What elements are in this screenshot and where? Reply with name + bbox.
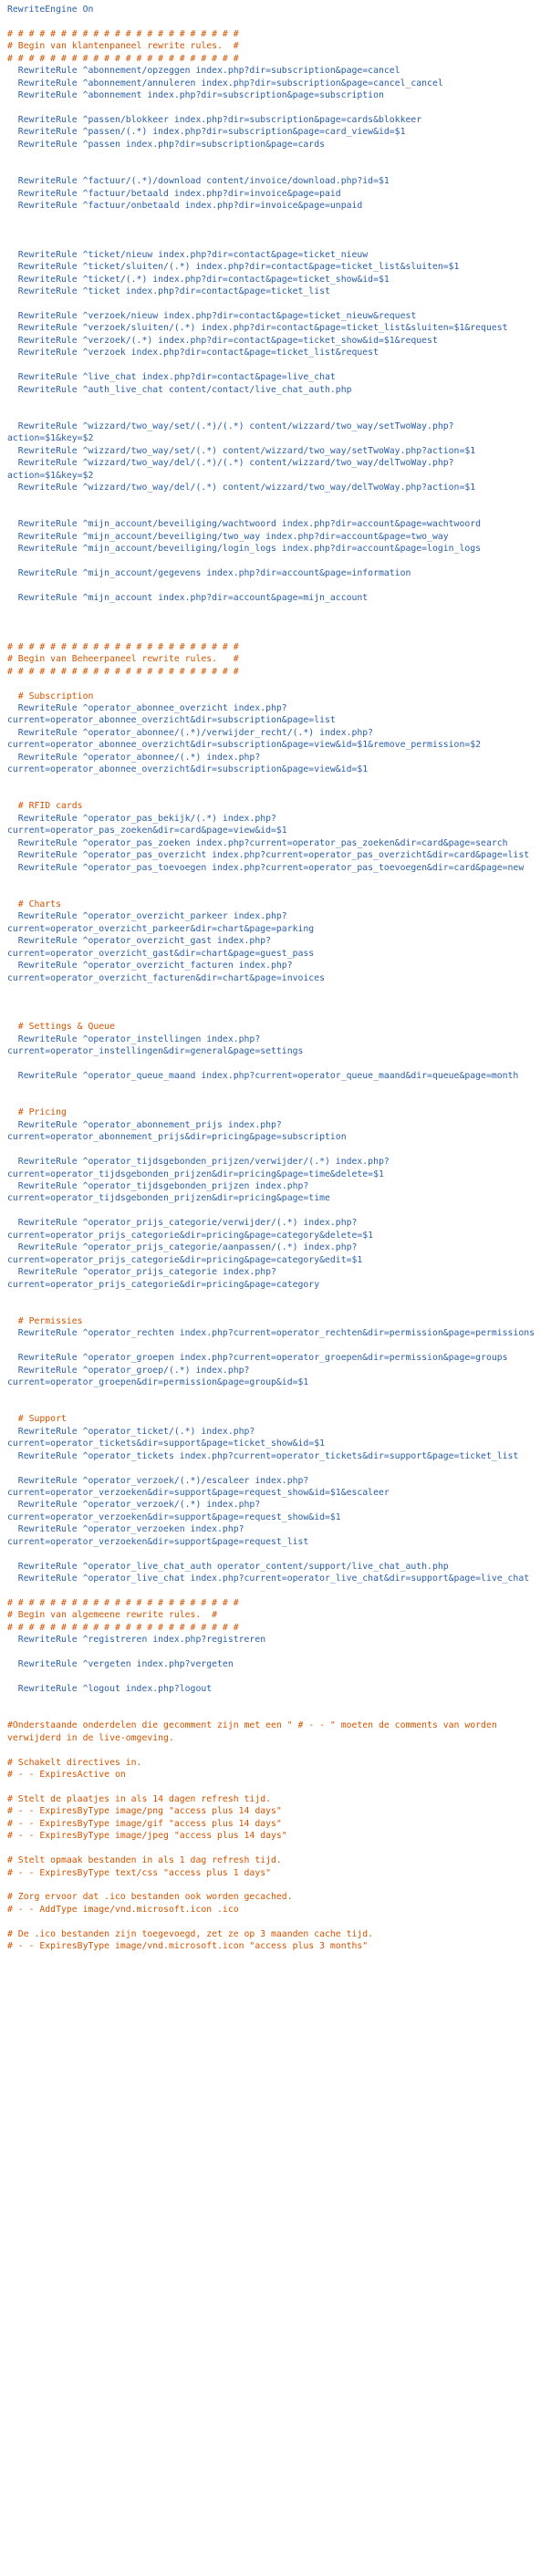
directive-line: RewriteRule ^operator_groepen index.php?current=operator_groepen&dir=permission&page=groups <box>7 1353 508 1364</box>
directive-line: RewriteRule ^mijn_account/beveiliging/login_logs index.php?dir=account&page=login_logs <box>7 544 482 555</box>
directive-line: RewriteRule ^ticket/sluiten/(.*) index.php?dir=contact&page=ticket_list&sluiten=$1 <box>7 262 460 273</box>
comment-line: # Begin van algemeene rewrite rules. # <box>7 1610 218 1621</box>
blank-line <box>7 102 546 114</box>
directive-line: RewriteRule ^ticket/nieuw index.php?dir=contact&page=ticket_nieuw <box>7 249 369 260</box>
directive-line: RewriteRule ^wizzard/two_way/del/(.*) content/wizzard/two_way/delTwoWay.php?action=$1 <box>7 483 476 493</box>
comment-line: # Subscription <box>7 691 94 701</box>
directive-line: RewriteRule ^operator_rechten index.php?current=operator_rechten&dir=permission&page=permissions <box>7 1328 535 1339</box>
directive-line: RewriteRule ^operator_groep/(.*) index.php? <box>7 1365 250 1376</box>
blank-line <box>7 628 546 640</box>
directive-line: current=operator_prijs_categorie&dir=pricing&page=category <box>7 1279 320 1290</box>
directive-line: RewriteRule ^operator_pas_bekijk/(.*) index.php? <box>7 813 276 824</box>
comment-line: # # # # # # # # # # # # # # # # # # # # # # <box>7 1622 239 1633</box>
blank-line <box>7 1879 546 1891</box>
directive-line: current=operator_tickets&dir=support&page=ticket_show&id=$1 <box>7 1439 325 1449</box>
blank-line <box>7 887 546 898</box>
directive-line: current=operator_tijdsgebonden_prijzen&dir=pricing&page=time <box>7 1193 330 1204</box>
blank-line <box>7 298 546 310</box>
directive-line: RewriteRule ^abonnement index.php?dir=subscription&page=subscription <box>7 90 384 101</box>
blank-line <box>7 359 546 371</box>
directive-line: RewriteRule ^verzoek/(.*) index.php?dir=contact&page=ticket_show&id=$1&request <box>7 335 438 346</box>
blank-line <box>7 1205 546 1217</box>
directive-line: RewriteRule ^operator_verzoek/(.*) index.php? <box>7 1500 261 1511</box>
blank-line <box>7 163 546 175</box>
directive-line: RewriteRule ^operator_ticket/(.*) index.php? <box>7 1426 255 1437</box>
comment-line: # Settings & Queue <box>7 1022 115 1033</box>
directive-line: current=operator_overzicht_gast&dir=chart&page=guest_pass <box>7 948 315 959</box>
comment-line: verwijderd in de live-omgeving. <box>7 1732 174 1743</box>
comment-line: # Zorg ervoor dat .ico bestanden ook worden gecached. <box>7 1892 293 1903</box>
directive-line: RewriteRule ^verzoek/sluiten/(.*) index.php?dir=contact&page=ticket_list&sluiten=$1&request <box>7 323 508 334</box>
directive-line: current=operator_abonnement_prijs&dir=pricing&page=subscription <box>7 1132 347 1143</box>
blank-line <box>7 1303 546 1314</box>
comment-line: # - - ExpiresActive on <box>7 1770 126 1780</box>
directive-line: RewriteRule ^factuur/(.*)/download content/invoice/download.php?id=$1 <box>7 176 390 187</box>
directive-line: current=operator_prijs_categorie&dir=pricing&page=category&edit=$1 <box>7 1254 363 1265</box>
directive-line: current=operator_instellingen&dir=general&page=settings <box>7 1046 304 1057</box>
blank-line <box>7 604 546 616</box>
directive-line: RewriteRule ^operator_tijdsgebonden_prijzen/verwijder/(.*) index.php? <box>7 1157 390 1168</box>
blank-line <box>7 1584 546 1596</box>
directive-line: RewriteRule ^verzoek/nieuw index.php?dir=contact&page=ticket_nieuw&request <box>7 310 417 321</box>
directive-line: RewriteRule ^mijn_account/beveiliging/two_way index.php?dir=account&page=two_way <box>7 531 449 542</box>
directive-line: RewriteRule ^passen index.php?dir=subscription&page=cards <box>7 139 325 150</box>
directive-line: RewriteRule ^operator_verzoek/(.*)/escaleer index.php? <box>7 1475 309 1486</box>
directive-line: RewriteRule ^mijn_account index.php?dir=account&page=mijn_account <box>7 593 369 603</box>
blank-line <box>7 1744 546 1756</box>
directive-line: RewriteRule ^abonnement/annuleren index.php?dir=subscription&page=cancel_cancel <box>7 78 443 88</box>
directive-line: RewriteRule ^abonnement/opzeggen index.php?dir=subscription&page=cancel <box>7 66 400 77</box>
comment-line: # # # # # # # # # # # # # # # # # # # # # # <box>7 28 239 39</box>
directive-line: RewriteRule ^operator_tijdsgebonden_prijzen index.php? <box>7 1181 309 1191</box>
blank-line <box>7 1671 546 1683</box>
directive-line: RewriteRule ^ticket/(.*) index.php?dir=contact&page=ticket_show&id=$1 <box>7 274 390 285</box>
directive-line: RewriteRule ^operator_prijs_categorie/verwijder/(.*) index.php? <box>7 1218 358 1229</box>
comment-line: # De .ico bestanden zijn toegevoegd, zet ze op 3 maanden cache tijd. <box>7 1928 374 1939</box>
directive-line: current=operator_abonnee_overzicht&dir=subscription&page=view&id=$1&remove_permission=$2 <box>7 740 482 751</box>
directive-line: RewriteRule ^operator_instellingen index.php? <box>7 1034 261 1044</box>
directive-line: RewriteRule ^passen/blokkeer index.php?dir=subscription&page=cards&blokkeer <box>7 114 422 125</box>
blank-line <box>7 1388 546 1400</box>
blank-line <box>7 1058 546 1070</box>
directive-line: RewriteRule ^registreren index.php?registreren <box>7 1635 266 1646</box>
directive-line: RewriteRule ^factuur/betaald index.php?dir=invoice&page=paid <box>7 188 341 199</box>
blank-line <box>7 1401 546 1413</box>
comment-line: # Begin van Beheerpaneel rewrite rules. # <box>7 654 239 665</box>
comment-line: # # # # # # # # # # # # # # # # # # # # # # <box>7 641 239 652</box>
directive-line: current=operator_verzoeken&dir=support&page=request_show&id=$1 <box>7 1511 341 1522</box>
comment-line: # Schakelt directives in. <box>7 1757 142 1768</box>
blank-line <box>7 678 546 690</box>
blank-line <box>7 1695 546 1707</box>
directive-line: RewriteRule ^logout index.php?logout <box>7 1683 213 1694</box>
directive-line: RewriteRule ^operator_verzoeken index.php? <box>7 1524 244 1535</box>
directive-line: RewriteRule ^ticket index.php?dir=contact&page=ticket_list <box>7 286 330 297</box>
directive-line: RewriteRule ^auth_live_chat content/contact/live_chat_auth.php <box>7 384 352 395</box>
blank-line <box>7 1781 546 1792</box>
blank-line <box>7 1291 546 1303</box>
comment-line: # - - ExpiresByType image/vnd.microsoft.icon "access plus 3 months" <box>7 1941 369 1952</box>
blank-line <box>7 984 546 996</box>
comment-line: # Support <box>7 1414 67 1425</box>
blank-line <box>7 212 546 223</box>
comment-line: # Charts <box>7 898 61 909</box>
directive-line: RewriteRule ^operator_queue_maand index.php?current=operator_queue_maand&dir=queue&page=month <box>7 1071 519 1082</box>
blank-line <box>7 556 546 567</box>
directive-line: RewriteRule ^mijn_account/beveiliging/wachtwoord index.php?dir=account&page=wachtwoord <box>7 519 482 530</box>
blank-line <box>7 396 546 408</box>
directive-line: RewriteRule ^operator_abonnee/(.*)/verwijder_recht/(.*) index.php? <box>7 727 374 738</box>
comment-line: # RFID cards <box>7 801 83 812</box>
blank-line <box>7 1144 546 1156</box>
blank-line <box>7 1843 546 1854</box>
blank-line <box>7 494 546 506</box>
blank-line <box>7 16 546 27</box>
directive-line: action=$1&key=$2 <box>7 470 94 481</box>
directive-line: RewriteRule ^operator_live_chat index.php?current=operator_live_chat&dir=support&page=live_chat <box>7 1574 530 1584</box>
directive-line: RewriteRule ^passen/(.*) index.php?dir=subscription&page=card_view&id=$1 <box>7 127 406 138</box>
blank-line <box>7 1083 546 1095</box>
comment-line: # # # # # # # # # # # # # # # # # # # # # # <box>7 53 239 64</box>
blank-line <box>7 1708 546 1719</box>
comment-line: # - - ExpiresByType image/png "access plus 14 days" <box>7 1806 282 1817</box>
comment-line: # - - ExpiresByType image/jpeg "access plus 14 days" <box>7 1831 287 1842</box>
comment-line: # - - ExpiresByType text/css "access plus 1 days" <box>7 1867 272 1878</box>
blank-line <box>7 506 546 518</box>
comment-line: # - - AddType image/vnd.microsoft.icon .ico <box>7 1904 239 1915</box>
comment-line: # Pricing <box>7 1107 67 1118</box>
comment-line: # # # # # # # # # # # # # # # # # # # # # # <box>7 666 239 677</box>
directive-line: RewriteRule ^wizzard/two_way/set/(.*)/(.*) content/wizzard/two_way/setTwoWay.php? <box>7 421 454 431</box>
directive-line: RewriteRule ^operator_overzicht_gast index.php? <box>7 936 272 947</box>
blank-line <box>7 236 546 248</box>
directive-line: RewriteRule ^operator_tickets index.php?current=operator_tickets&dir=support&page=ticket_list <box>7 1450 519 1461</box>
blank-line <box>7 1462 546 1474</box>
blank-line <box>7 1095 546 1106</box>
directive-line: RewriteRule ^vergeten index.php?vergeten <box>7 1659 234 1670</box>
comment-line: # # # # # # # # # # # # # # # # # # # # # # <box>7 1597 239 1608</box>
directive-line: RewriteRule ^wizzard/two_way/set/(.*) content/wizzard/two_way/setTwoWay.php?action=$1 <box>7 445 476 456</box>
directive-line: RewriteRule ^operator_abonnement_prijs index.php? <box>7 1119 282 1130</box>
directive-line: RewriteEngine On <box>7 5 94 15</box>
blank-line <box>7 1548 546 1560</box>
blank-line <box>7 1646 546 1658</box>
directive-line: current=operator_overzicht_facturen&dir=chart&page=invoices <box>7 972 325 983</box>
directive-line: current=operator_tijdsgebonden_prijzen&dir=pricing&page=time&delete=$1 <box>7 1169 384 1179</box>
blank-line <box>7 617 546 628</box>
blank-line <box>7 224 546 236</box>
comment-line: # Stelt de plaatjes in als 14 dagen refresh tijd. <box>7 1793 272 1804</box>
directive-line: current=operator_abonnee_overzicht&dir=subscription&page=view&id=$1 <box>7 764 369 775</box>
blank-line <box>7 776 546 788</box>
directive-line: RewriteRule ^operator_overzicht_facturen index.php? <box>7 961 293 971</box>
directive-line: RewriteRule ^operator_overzicht_parkeer index.php? <box>7 911 287 922</box>
directive-line: RewriteRule ^operator_abonnee/(.*) index.php? <box>7 752 261 763</box>
directive-line: action=$1&key=$2 <box>7 433 94 444</box>
directive-line: RewriteRule ^operator_prijs_categorie/aanpassen/(.*) index.php? <box>7 1242 358 1253</box>
comment-line: # Begin van klantenpaneel rewrite rules. # <box>7 41 239 52</box>
directive-line: current=operator_verzoeken&dir=support&page=request_list <box>7 1536 309 1547</box>
directive-line: RewriteRule ^operator_pas_toevoegen index.php?current=operator_pas_toevoegen&dir=card&page=new <box>7 862 525 873</box>
directive-line: current=operator_groepen&dir=permission&page=group&id=$1 <box>7 1377 309 1387</box>
blank-line <box>7 1340 546 1352</box>
blank-line <box>7 580 546 592</box>
comment-line: # Stelt opmaak bestanden in als 1 dag refresh tijd. <box>7 1855 282 1866</box>
directive-line: current=operator_prijs_categorie&dir=pricing&page=category&delete=$1 <box>7 1230 374 1241</box>
blank-line <box>7 1916 546 1927</box>
directive-line: RewriteRule ^factuur/onbetaald index.php?dir=invoice&page=unpaid <box>7 201 363 211</box>
blank-line <box>7 408 546 420</box>
directive-line: RewriteRule ^operator_prijs_categorie index.php? <box>7 1267 276 1278</box>
directive-line: current=operator_verzoeken&dir=support&page=request_show&id=$1&escaleer <box>7 1487 390 1498</box>
blank-line <box>7 874 546 886</box>
blank-line <box>7 1009 546 1021</box>
directive-line: RewriteRule ^verzoek index.php?dir=contact&page=ticket_list&request <box>7 348 379 358</box>
blank-line <box>7 151 546 162</box>
blank-line <box>7 996 546 1008</box>
comment-line: # - - ExpiresByType image/gif "access plus 14 days" <box>7 1818 282 1829</box>
directive-line: RewriteRule ^wizzard/two_way/del/(.*)/(.*) content/wizzard/two_way/delTwoWay.php? <box>7 458 454 469</box>
directive-line: RewriteRule ^operator_pas_zoeken index.php?current=operator_pas_zoeken&dir=card&page=search <box>7 837 508 848</box>
directive-line: RewriteRule ^operator_pas_overzicht index.php?current=operator_pas_overzicht&dir=card&page=list <box>7 850 530 861</box>
directive-line: RewriteRule ^mijn_account/gegevens index.php?dir=account&page=information <box>7 568 411 579</box>
blank-line <box>7 788 546 800</box>
comment-line: #Onderstaande onderdelen die gecomment zijn met een " # - - " moeten de comments van worden <box>7 1720 497 1731</box>
directive-line: current=operator_abonnee_overzicht&dir=subscription&page=list <box>7 715 336 726</box>
directive-line: RewriteRule ^operator_live_chat_auth operator_content/support/live_chat_auth.php <box>7 1561 449 1572</box>
directive-line: RewriteRule ^live_chat index.php?dir=contact&page=live_chat <box>7 372 336 383</box>
directive-line: RewriteRule ^operator_abonnee_overzicht index.php? <box>7 702 287 713</box>
directive-line: current=operator_overzicht_parkeer&dir=chart&page=parking <box>7 923 315 934</box>
directive-line: current=operator_pas_zoeken&dir=card&page=view&id=$1 <box>7 826 287 836</box>
comment-line: # Permissies <box>7 1315 83 1326</box>
